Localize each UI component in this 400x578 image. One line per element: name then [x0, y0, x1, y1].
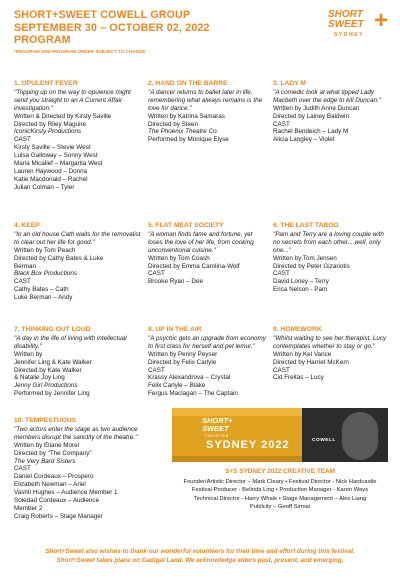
play-cast-line: CAST [14, 136, 31, 144]
play-cast-line: CAST [273, 270, 290, 278]
play-cast-line: Brooke Ryan – Dee [148, 278, 203, 286]
play-credit: Directed by Felix Carlyle [148, 358, 217, 366]
play-cast-line: Soledad Cordeaux – Audience [14, 497, 100, 505]
play-cast-line: Vashti Hughes – Audience Member 1 [14, 489, 118, 497]
play-cast-line: Rachel Bendeich – Lady M [273, 128, 349, 136]
footer-land: Short+Sweet takes place on Gadigal Land. We acknowledge elders past, present, and emerging. [56, 556, 344, 564]
play-cast-line: Member 2 [14, 504, 43, 512]
play-cast-line: Luisa Galloway – Sonny West [14, 152, 98, 160]
play-credit: Written by Tom Peach [14, 246, 76, 254]
play-credit: Written by Tom Coash [148, 254, 210, 262]
header-note: *PROGRAM AND PROGRAM ORDER SUBJECT TO CHANGE [14, 48, 146, 54]
banner-brand [202, 417, 233, 432]
play-cast-line: CAST [148, 270, 165, 278]
play-cast-line: Elizabeth Newman – Ariel [14, 481, 86, 489]
banner-year: SYDNEY 2022 [206, 439, 290, 451]
banner-brand-line2: SWEET [202, 423, 229, 433]
play-cast-line: Kirsty Saville – Stevie West [14, 144, 91, 152]
play-entry [148, 326, 266, 398]
play-entry [148, 222, 266, 286]
play-synopsis: "A dancer returns to ballet later in life, remembering what always remains is the love for dance." [148, 88, 263, 112]
banner-brand-line1: SHORT+ [202, 416, 233, 425]
play-cast-line: Cid Freitas – Lucy [273, 374, 324, 382]
play-credit: Written by Penny Peyser [148, 350, 218, 358]
play-credit: Directed by Peter Gizariotis [273, 262, 350, 270]
play-credit: Written by Katrina Samaras [148, 112, 225, 120]
banner-theatre: THEATRE [204, 433, 230, 438]
play-credit: Directed by Harriet McKern [273, 358, 349, 366]
creative-team-line: Technical Director - Harry Whale • Stage Management – Alex Liang [193, 495, 367, 502]
creative-team-title: S+S SYDNEY 2022 CREATIVE TEAM [225, 468, 335, 475]
footer-thanks: Short+Sweet also wishes to thank our wonderful volunteers for their time and effort during this festival. [45, 548, 355, 555]
play-cast-line: Cathy Bates – Cath [14, 286, 69, 294]
play-cast-line: CAST [273, 120, 290, 128]
play-entry [148, 80, 266, 144]
play-entry [273, 222, 391, 294]
banner-photo [302, 408, 388, 462]
play-title: 4. KEEP [14, 222, 40, 229]
play-entry [14, 417, 142, 521]
play-entry [14, 326, 142, 398]
banner-photo-label: COWELL [312, 438, 336, 443]
play-company: The Very Bard Sisters [14, 457, 76, 465]
play-synopsis: "In an old house Cath waits for the removalist to clear out her life for good." [14, 230, 141, 246]
play-cast-line: Performed by Monique Elyse [148, 136, 229, 144]
play-title: 3. LADY M [273, 80, 306, 87]
play-company: Black Box Productions [14, 270, 77, 278]
play-title: 1. OPULENT FEVER [14, 80, 78, 87]
play-title: 10. TEMPESTUOUS [14, 417, 77, 424]
portrait-image [342, 412, 378, 460]
play-cast-line: Felix Carlyle – Blake [148, 382, 206, 390]
play-cast-line: Performed by Jennifer Ling [14, 390, 90, 398]
play-cast-line: David Loney – Terry [273, 278, 329, 286]
play-entry [14, 222, 142, 302]
footer-acknowledgement [0, 548, 400, 565]
play-entry [273, 326, 391, 382]
creative-team-line: Founder/Artistic Director – Mark Cleary • Festival Director - Nick Hardcastle [183, 478, 377, 485]
play-title: 8. UP IN THE AIR [148, 326, 202, 333]
play-title: 2. HAND ON THE BARRE [148, 80, 228, 87]
play-entry [273, 80, 391, 144]
play-credit: Written by [14, 350, 43, 358]
play-credit: Jennifer Ling & Kate Walker [14, 358, 92, 366]
play-cast-line: CAST [14, 465, 31, 473]
play-credit: Directed by Steen [148, 120, 199, 128]
play-credit: Directed by Lainey Baldwin [273, 112, 349, 120]
play-title: 6. THE LAST TABOO [273, 222, 339, 229]
play-credit: Directed by Riley Maguire [14, 120, 87, 128]
play-credit: Written by Kel Vance [273, 350, 332, 358]
play-synopsis: "A day in the life of living with intellectual disability." [14, 334, 127, 350]
play-credit: Written by Tom Jensen [273, 254, 337, 262]
play-cast-line: Daniel Cordeaux – Prospero [14, 473, 94, 481]
play-cast-line: Erica Nelson - Pam [273, 286, 328, 294]
play-credit: & Natalie Joy Ling [14, 374, 65, 382]
play-synopsis: "Two actors enter the stage as two audience members disrupt the sanctity of the theatre." [14, 425, 138, 441]
play-credit: Directed by Emma Carolina-Wolf [148, 262, 240, 270]
header-title: SHORT+SWEET COWELL GROUP [14, 9, 191, 21]
play-entry [14, 80, 142, 192]
play-cast-line: Katie Macdonald – Rachel [14, 175, 88, 183]
header-dates: SEPTEMBER 30 – OCTOBER 02, 2022 [14, 21, 210, 34]
play-cast-line: Craig Roberts – Stage Manager [14, 512, 103, 520]
creative-team-line: Publicity – Geoff Sirmai [249, 504, 311, 510]
play-cast-line: CAST [14, 278, 31, 286]
play-synopsis: "A comedic look at what tipped Lady Macbeth over the edge to kill Duncan." [273, 88, 381, 104]
header-program: PROGRAM [14, 34, 71, 46]
play-cast-line: Julian Colman – Tyler [14, 183, 75, 191]
play-cast-line: Krassy Alexandrova – Crystal [148, 374, 231, 382]
play-credit: Written & Directed by Kirsty Saville [14, 112, 112, 120]
logo-plus-icon: + [373, 7, 388, 34]
play-cast-line: Lauren Haywood – Donna [14, 167, 88, 175]
play-cast-line: Luke Berman – Andy [14, 294, 73, 302]
festival-banner [172, 408, 388, 462]
play-credit: Directed by Kate Walker [14, 366, 82, 374]
play-credit: Directed by "The Company" [14, 449, 92, 457]
play-synopsis: "A psychic gets an upgrade from economy to first class for herself and pet lemur." [148, 334, 266, 350]
play-title: 9. HOMEWORK [273, 326, 322, 333]
program-header [14, 9, 264, 54]
short-sweet-logo [328, 7, 388, 54]
logo-word-short: SHORT [328, 9, 363, 20]
play-synopsis: "Tripping up on the way to opulence might send you straight to an A Current Affair investigation." [14, 88, 131, 112]
play-cast-line: CAST [273, 366, 290, 374]
play-credit: Written by Eliane Morel [14, 441, 79, 449]
logo-word-sweet: SWEET [328, 19, 364, 30]
play-cast-line: CAST [148, 366, 165, 374]
play-company: IconicKirsty Productions [14, 128, 82, 136]
play-cast-line: Maria Micallef – Margarita West [14, 160, 103, 168]
play-company: The Phoenix Theatre Co. [148, 128, 219, 136]
play-credit: Directed by Cathy Bates & Luke [14, 254, 104, 262]
play-cast-line: Fergus Maclagan – The Captain [148, 390, 238, 398]
play-synopsis: "Whilst waiting to see her therapist, Lucy contemplates whether to stay or go." [273, 334, 387, 350]
play-credit: Written by Judith Anne Duncan [273, 104, 360, 112]
creative-team [172, 468, 388, 512]
creative-team-line: Festival Producer - Belinda Ling • Production Manager - Karen Ways [191, 487, 369, 493]
play-synopsis: "Pam and Terry are a loving couple with no secrets from each other... well, only one..." [273, 230, 384, 254]
play-cast-line: Alicia Langley – Violet [273, 136, 335, 144]
play-title: 5. FLAT MEAT SOCIETY [148, 222, 224, 229]
play-credit: Berman [14, 262, 37, 270]
logo-sub: SYDNEY [334, 32, 365, 38]
play-title: 7. THINKING OUT LOUD [14, 326, 91, 333]
play-company: Jenny Girl Productions [14, 382, 78, 390]
play-synopsis: "A woman finds fame and fortune, yet loses the love of her life, from cooking unconventional cuisine." [148, 230, 254, 254]
